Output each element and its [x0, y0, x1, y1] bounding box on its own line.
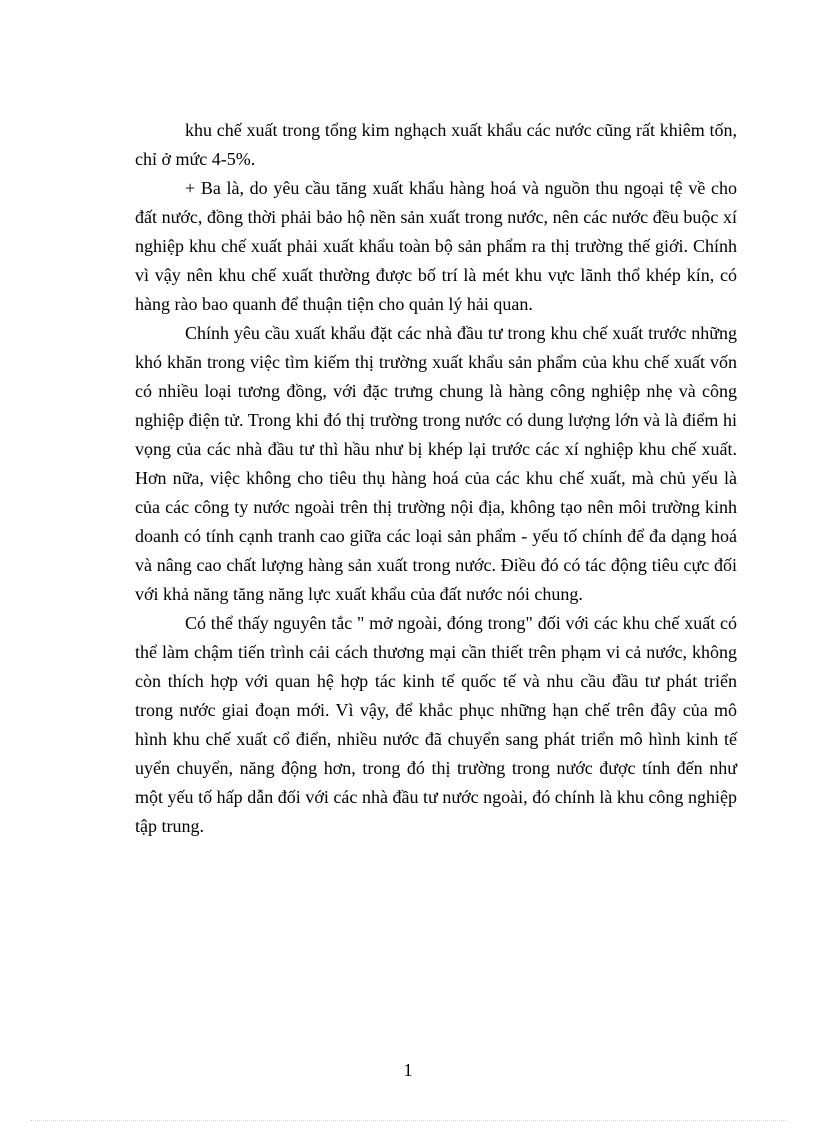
document-body	[135, 116, 737, 841]
page-bottom-divider	[30, 1120, 786, 1121]
page-number: 1	[403, 1060, 413, 1080]
paragraph-third-reason: + Ba là, do yêu cầu tăng xuất khẩu hàng hoá và nguồn thu ngoại tệ về cho đất nước, đồng thời phải bảo hộ nền sản xuất trong nước, nên các nước đều buộc xí nghiệp khu chế xuất phải xuất khẩu toàn bộ sản phẩm ra thị trường thế giới. Chính vì vậy nên khu chế xuất thường được bố trí là mét khu vực lãnh thổ khép kín, có hàng rào bao quanh để thuận tiện cho quản lý hải quan.	[135, 178, 737, 314]
paragraph-export-requirement: Chính yêu cầu xuất khẩu đặt các nhà đầu tư trong khu chế xuất trước những khó khăn trong việc tìm kiếm thị trường xuất khẩu sản phẩm của khu chế xuất vốn có nhiều loại tương đồng, với đặc trưng chung là hàng công nghiệp nhẹ và công nghiệp điện tử. Trong khi đó thị trường trong nước có dung lượng lớn và là điểm hi vọng của các nhà đầu tư thì hầu như bị khép lại trước các xí nghiệp khu chế xuất. Hơn nữa, việc không cho tiêu thụ hàng hoá của các khu chế xuất, mà chủ yếu là của các công ty nước ngoài trên thị trường nội địa, không tạo nên môi trường kinh doanh có tính cạnh tranh cao giữa các loại sản phẩm - yếu tố chính để đa dạng hoá và nâng cao chất lượng hàng sản xuất trong nước. Điều đó có tác động tiêu cực đối với khả năng tăng năng lực xuất khẩu của đất nước nói chung.	[135, 323, 737, 604]
paragraph-conclusion: Có thể thấy nguyên tắc " mở ngoài, đóng trong" đối với các khu chế xuất có thể làm chậm tiến trình cải cách thương mại cần thiết trên phạm vi cả nước, không còn thích hợp với quan hệ hợp tác kinh tế quốc tế và nhu cầu đầu tư phát triển trong nước giai đoạn mới. Vì vậy, để khắc phục những hạn chế trên đây của mô hình khu chế xuất cổ điển, nhiều nước đã chuyển sang phát triển mô hình kinh tế uyển chuyển, năng động hơn, trong đó thị trường trong nước được tính đến như một yếu tố hấp dẫn đối với các nhà đầu tư nước ngoài, đó chính là khu công nghiệp tập trung.	[135, 613, 737, 836]
paragraph-continuation: khu chế xuất trong tổng kim nghạch xuất khẩu các nước cũng rất khiêm tốn, chỉ ở mức 4-5%.	[135, 120, 737, 169]
